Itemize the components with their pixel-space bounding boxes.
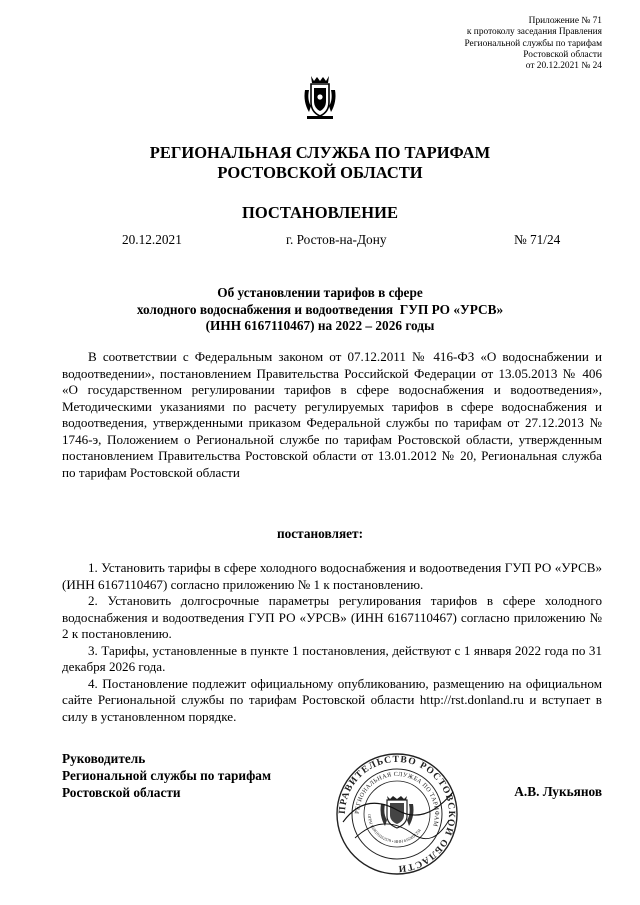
position-line: Руководитель: [62, 751, 146, 766]
resolution-item: 4. Постановление подлежит официальному опубликованию, размещению на официальном сайте Региональной службы по тарифам Ростовской области http://rst.donland.ru и вступает в силу в установленном порядке.: [62, 675, 602, 724]
seal-inner-text: РЕГИОНАЛЬНАЯ СЛУЖБА ПО ТАРИФАМ: [353, 770, 441, 828]
signatory-position: [62, 750, 271, 801]
subject-line: холодного водоснабжения и водоотведения ГУП РО «УРСВ»: [136, 301, 504, 317]
appendix-line: Региональной службы по тарифам: [464, 38, 602, 49]
resolution-item: 2. Установить долгосрочные параметры регулирования тарифов в сфере холодного водоснабжения и водоотведения ГУП РО «УРСВ» (ИНН 6167110467) согласно приложению № 2 к постановлению.: [62, 593, 602, 641]
decree-subject: [0, 285, 640, 335]
resolves-heading: постановляет:: [276, 526, 364, 541]
seal-registry-text: ОГРН 1026103162579 • ИНН 6163031254: [366, 813, 422, 845]
coat-of-arms-icon: [303, 72, 337, 122]
decree-date: 20.12.2021: [122, 232, 182, 247]
appendix-line: Ростовской области: [523, 49, 602, 60]
appendix-note: [464, 16, 602, 72]
appendix-line: к протоколу заседания Правления: [466, 27, 602, 38]
subject-line: (ИНН 6167110467) на 2022 – 2026 годы: [205, 318, 435, 333]
position-line: Региональной службы по тарифам: [62, 768, 272, 783]
organization-name: [0, 143, 640, 183]
subject-line: Об установлении тарифов в сфере: [217, 285, 423, 300]
decree-title: ПОСТАНОВЛЕНИЕ: [242, 203, 398, 222]
resolution-item: 1. Установить тарифы в сфере холодного водоснабжения и водоотведения ГУП РО «УРСВ» (ИНН 6167110467) согласно приложению № 1 к постановлению.: [62, 560, 602, 592]
appendix-line: Приложение № 71: [528, 16, 602, 26]
signatory-name: А.В. Лукьянов: [514, 784, 602, 799]
seal-outer-text: ПРАВИТЕЛЬСТВО РОСТОВСКОЙ ОБЛАСТИ: [337, 754, 457, 874]
preamble-paragraph: В соответствии с Федеральным законом от 07.12.2011 № 416-ФЗ «О водоснабжении и водоотведении», постановлением Правительства Российской Федерации от 13.05.2013 № 406 «О государственном регулировании тарифов в сфере водоснабжения и водоотведения», Методическими указаниями по расчету регулируемых тарифов в сфере водоснабжения и водоотведения, утвержденными приказом Федеральной службы по тарифам от 27.12.2013 № 1746-э, Положением о Региональной службе по тарифам Ростовской области, утвержденным постановлением Правительства Ростовской области от 13.01.2012 № 20, Региональная служба по тарифам Ростовской области: [62, 349, 602, 480]
position-line: Ростовской области: [62, 785, 181, 800]
resolution-item: 3. Тарифы, установленные в пункте 1 постановления, действуют с 1 января 2022 года по 31 декабря 2026 года.: [62, 642, 602, 674]
decree-city: г. Ростов-на-Дону: [286, 232, 387, 247]
organization-line: РЕГИОНАЛЬНАЯ СЛУЖБА ПО ТАРИФАМ: [149, 143, 491, 162]
official-seal-icon: [335, 752, 459, 876]
decree-number: № 71/24: [514, 232, 561, 247]
resolution-items: [62, 560, 602, 725]
organization-line: РОСТОВСКОЙ ОБЛАСТИ: [217, 163, 423, 182]
appendix-line: от 20.12.2021 № 24: [525, 61, 602, 72]
